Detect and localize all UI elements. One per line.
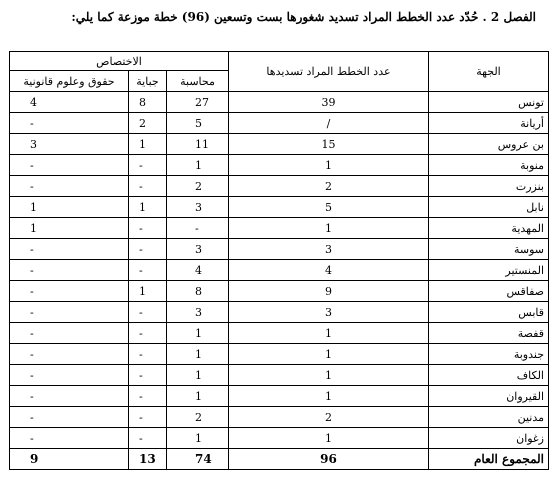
cell-accounting: 8 [167,281,229,302]
cell-total: / [229,113,429,134]
table-row [10,218,549,239]
cell-total: 1 [229,365,429,386]
cell-region: مدنين [429,407,549,428]
cell-tax: - [129,407,167,428]
cell-law: - [10,365,129,386]
cell-law: - [10,113,129,134]
header-accounting: محاسبة [167,71,229,92]
cell-tax: - [129,428,167,449]
cell-region: بنزرت [429,176,549,197]
header-tax: جباية [129,71,167,92]
grand-total-law: 9 [10,449,129,470]
cell-tax: 1 [129,281,167,302]
cell-region: القيروان [429,386,549,407]
grand-total-accounting: 74 [167,449,229,470]
cell-total: 5 [229,197,429,218]
cell-law: - [10,428,129,449]
cell-accounting: 3 [167,239,229,260]
cell-accounting: 11 [167,134,229,155]
cell-accounting: 27 [167,92,229,113]
cell-accounting: 1 [167,155,229,176]
cell-total: 1 [229,428,429,449]
table-row [10,113,549,134]
cell-tax: - [129,344,167,365]
cell-region: الكاف [429,365,549,386]
cell-tax: 1 [129,197,167,218]
cell-total: 2 [229,407,429,428]
cell-region: جندوبة [429,344,549,365]
header-specialty: الاختصاص [10,52,229,71]
table-row [10,155,549,176]
cell-law: - [10,323,129,344]
cell-tax: 2 [129,113,167,134]
cell-accounting: 1 [167,428,229,449]
cell-law: 4 [10,92,129,113]
cell-total: 9 [229,281,429,302]
cell-accounting: 1 [167,365,229,386]
cell-tax: - [129,260,167,281]
cell-law: - [10,260,129,281]
cell-law: - [10,302,129,323]
table-row [10,281,549,302]
header-law: حقوق وعلوم قانونية [10,71,129,92]
cell-region: المنستير [429,260,549,281]
grand-total-tax: 13 [129,449,167,470]
document-heading: الفصل 2 . حُدّد عدد الخطط المراد تسديد شغورها بست وتسعين (96) خطة موزعة كما يلي: [71,10,536,24]
table-body [10,92,549,470]
table-row [10,176,549,197]
cell-law: - [10,281,129,302]
cell-total: 1 [229,323,429,344]
cell-total: 4 [229,260,429,281]
cell-law: - [10,386,129,407]
cell-tax: - [129,302,167,323]
cell-law: - [10,239,129,260]
cell-total: 3 [229,302,429,323]
table-header-row [10,52,549,71]
cell-accounting: 3 [167,302,229,323]
cell-law: 1 [10,218,129,239]
table-row [10,197,549,218]
cell-region: قابس [429,302,549,323]
cell-law: - [10,176,129,197]
grand-total-total: 96 [229,449,429,470]
cell-region: زغوان [429,428,549,449]
cell-accounting: 1 [167,344,229,365]
cell-accounting: 5 [167,113,229,134]
header-total: عدد الخطط المراد تسديدها [229,52,429,92]
table-row [10,239,549,260]
table-row [10,407,549,428]
cell-tax: - [129,239,167,260]
cell-region: تونس [429,92,549,113]
cell-total: 2 [229,176,429,197]
cell-law: 1 [10,197,129,218]
table-row [10,428,549,449]
cell-total: 15 [229,134,429,155]
table-row [10,302,549,323]
cell-region: أريانة [429,113,549,134]
table-row [10,386,549,407]
cell-law: - [10,155,129,176]
cell-accounting: 2 [167,176,229,197]
cell-accounting: 3 [167,197,229,218]
cell-region: المهدية [429,218,549,239]
cell-accounting: 1 [167,386,229,407]
cell-accounting: 4 [167,260,229,281]
table-row [10,134,549,155]
table-row [10,323,549,344]
grand-total-row [10,449,549,470]
table-row [10,365,549,386]
cell-total: 39 [229,92,429,113]
cell-law: - [10,344,129,365]
cell-region: قفصة [429,323,549,344]
cell-tax: - [129,176,167,197]
cell-region: نابل [429,197,549,218]
cell-tax: - [129,386,167,407]
cell-accounting: 2 [167,407,229,428]
cell-accounting: - [167,218,229,239]
cell-total: 1 [229,344,429,365]
cell-tax: - [129,155,167,176]
cell-law: - [10,407,129,428]
cell-law: 3 [10,134,129,155]
header-region: الجهة [429,52,549,92]
cell-region: سوسة [429,239,549,260]
cell-tax: 8 [129,92,167,113]
cell-total: 1 [229,386,429,407]
cell-region: صفاقس [429,281,549,302]
cell-tax: - [129,365,167,386]
cell-tax: 1 [129,134,167,155]
cell-accounting: 1 [167,323,229,344]
cell-total: 1 [229,218,429,239]
positions-table [9,51,549,470]
table-row [10,344,549,365]
grand-total-label: المجموع العام [429,449,549,470]
cell-region: بن عروس [429,134,549,155]
cell-tax: - [129,218,167,239]
cell-tax: - [129,323,167,344]
cell-total: 1 [229,155,429,176]
cell-region: منوبة [429,155,549,176]
table-row [10,92,549,113]
table-row [10,260,549,281]
cell-total: 3 [229,239,429,260]
